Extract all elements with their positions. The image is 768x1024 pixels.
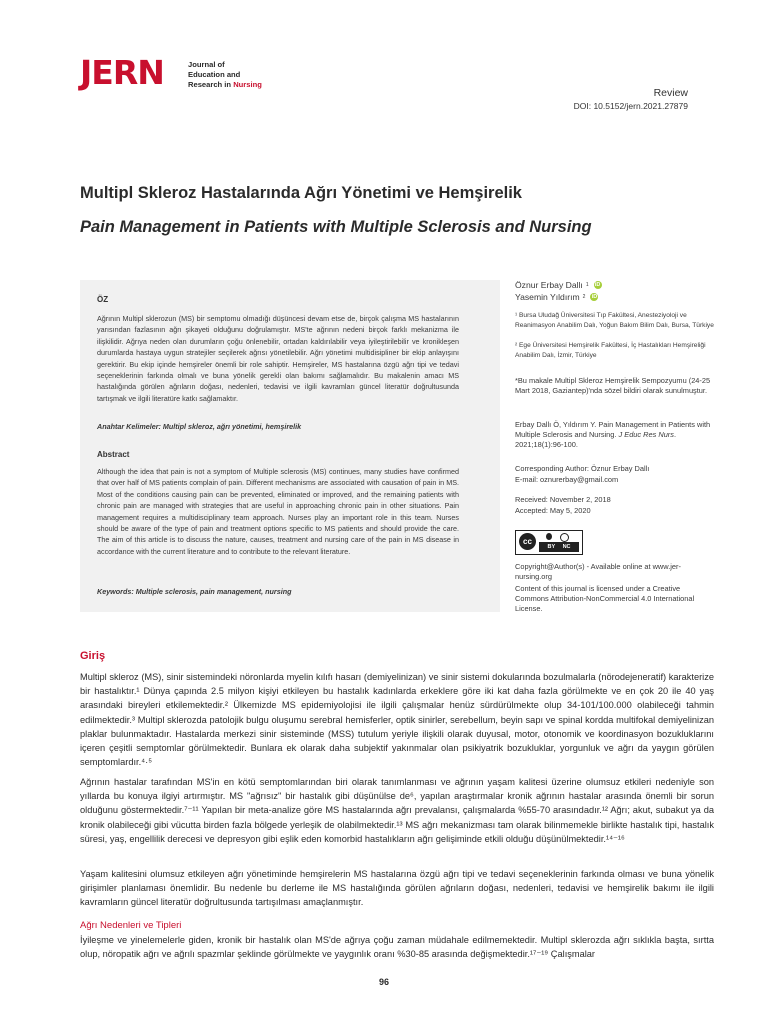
cc-terms	[539, 543, 579, 552]
body-paragraph-4: İyileşme ve yinelemelerle giden, kronik bir hastalık olan MS'de ağrıya çoğu zaman müdahale edilmemektedir. Multipl sklerozda ağrı sıklıkla başta, sırtta olup, nöropatik ağrı ve ağrılı spazmlar şeklinde görülmekte ve yaygınlık oranı %30-85 arasında değişmektedir.¹⁷⁻¹⁹ Çalışmalar	[80, 935, 714, 960]
cc-by-label: BY	[547, 544, 556, 550]
orcid-icon[interactable]: iD	[594, 282, 601, 288]
subsection-heading: Ağrı Nedenleri ve Tipleri	[80, 920, 182, 931]
abstract-text: Although the idea that pain is not a symptom of Multiple sclerosis (MS) continues, many studies have confirmed that over half of MS patients complain of pain. Different mechanisms are associated with causation of pain in MS. Most of the conditions causing pain can be prevented, eliminated or improved, and the remaining patients with chronic pain are managed with strategies that are useful in approaching chronic pain in other situations. Pain management requires a multidisciplinary team approach. Nurses play an important role in this team. Nurses should be aware of the type of pain and treatment options specific to MS patients and should provide the care. The aim of this article is to discuss the nature, causes, treatment and nursing care of the pain in MS disease in accordance with the current literature and to contribute to the relevant literature.	[97, 467, 459, 556]
journal-name-line1: Journal of	[188, 60, 225, 69]
body-paragraph-3: Yaşam kalitesini olumsuz etkileyen ağrı yönetiminde hemşirelerin MS hastalarına özgü ağrı tipi ve tedavi seçeneklerinin farkında olması ve buna yönelik girişimler planlaması önemlidir. Bu nedenle bu derleme ile MS hastalığında görülen ağrıların doğası, nedenleri, tedavisi ve hemşirelik bakımı ile ilgili kavramların güncel literatür doğrultusunda tartışılması amaçlanmıştır.	[80, 869, 714, 908]
abstract-box	[80, 280, 500, 612]
cc-icons-row	[539, 533, 579, 543]
journal-name	[188, 60, 262, 90]
author-2	[515, 291, 715, 303]
noncommercial-icon	[560, 533, 569, 542]
section-heading-intro: Giriş	[80, 650, 106, 662]
author-1-sup: 1	[585, 282, 589, 288]
orcid-icon[interactable]: iD	[591, 294, 598, 300]
affiliation-1: ¹ Bursa Uludağ Üniversitesi Tıp Fakültesi, Anesteziyoloji ve Reanimasyon Anabilim Dalı, Yoğun Bakım Bilim Dalı, Bursa, Türkiye	[515, 312, 714, 329]
received-date: Received: November 2, 2018	[515, 495, 611, 504]
attribution-person-icon	[546, 533, 552, 540]
author-1-name: Öznur Erbay Dallı	[515, 280, 583, 290]
journal-name-line3	[188, 80, 262, 90]
email[interactable]: E-mail: oznurerbay@gmail.com	[515, 475, 619, 484]
journal-name-line2: Education and	[188, 70, 241, 79]
oz-heading: ÖZ	[97, 295, 109, 304]
author-1	[515, 279, 715, 291]
body-paragraph-1: Multipl skleroz (MS), sinir sistemindeki nöronlarda myelin kılıfı hasarı (demiyelinizan) ve sinir sistemi dokularında bozulmalarla (nörodejeneratif) karakterize bir hastalıktır.¹ Dünya çapında 2.5 milyon kişiyi etkileyen bu hastalık kadınlarda erkeklere göre iki kat daha fazla görülmekte ve en çok 20 ile 40 yaş arasındaki bireyleri etkilemektedir.² Ülkemizde MS epidemiyolojisi ile ilgili çalışmalar henüz sürdürülmekte olup 34-101/100.000 olabileceği tahmin edilmektedir.³ Multipl sklerozda patolojik bulgu oluşumu serebral hemisferler, optik sinirler, serebellum, beyin sapı ve spinal kordda multifokal demiyelinizan plaklar bulunmaktadır. Hastalarda merkezi sinir sisteminde (MSS) tutulum yeriyle ilişkili olarak duyusal, motor, otonomik ve koordinasyon bozukluklarını içeren çeşitli semptomlar görülmektedir. Bunlara ek olarak daha subjektif yakınmalar olan psikiyatrik bozukluklar, yorgunluk ve ağrı da yaygın görülen semptomlardır.⁴·⁵	[80, 672, 714, 768]
cc-nc-label: NC	[562, 544, 571, 550]
copyright-note: Copyright@Author(s) - Available online at www.jer-nursing.org	[515, 562, 681, 581]
citation-text: Erbay Dallı Ö, Yıldırım Y. Pain Management in Patients with Multiple Sclerosis and Nursing.	[515, 420, 711, 439]
cc-logo-icon: cc	[519, 533, 536, 550]
citation-journal: J Educ Res Nurs	[618, 430, 674, 439]
oz-keywords: Anahtar Kelimeler: Multipl skleroz, ağrı yönetimi, hemşirelik	[97, 422, 302, 431]
journal-logo: JERN	[80, 53, 164, 92]
citation	[515, 420, 715, 450]
citation-tail: . 2021;18(1):96-100.	[515, 430, 677, 449]
author-2-sup: 2	[582, 294, 586, 300]
journal-name-nursing: Nursing	[233, 80, 262, 89]
abstract-keywords: Keywords: Multiple sclerosis, pain management, nursing	[97, 587, 292, 596]
author-2-name: Yasemin Yıldırım	[515, 292, 580, 302]
license-note: Content of this journal is licensed under a Creative Commons Attribution-NonCommercial 4.0 International License.	[515, 584, 695, 613]
accepted-date: Accepted: May 5, 2020	[515, 506, 591, 515]
affiliation-2: ² Ege Üniversitesi Hemşirelik Fakültesi, İç Hastalıkları Hemşireliği Anabilim Dalı, İzmir, Türkiye	[515, 342, 706, 359]
doi-label: DOI: 10.5152/jern.2021.27879	[573, 101, 688, 111]
presentation-note: *Bu makale Multipl Skleroz Hemşirelik Sempozyumu (24-25 Mart 2018, Gaziantep)'nda sözel bildiri olarak sunulmuştur.	[515, 376, 711, 395]
author-list	[515, 279, 715, 303]
oz-text: Ağrının Multipl sklerozun (MS) bir semptomu olmadığı düşüncesi devam etse de, birçok çalışma MS hastalarının yarısından fazlasının ağrı şikayeti olduğunu doğrulamıştır. MS'te ağrının nedeni birçok farklı mekanizma ile ilişkilidir. Ağrıya neden olan durumların çoğu önlenebilir, ortadan kaldırılabilir veya iyileştirilebilir ve kronikleşen durumlarda hastaya uygun stratejiler seçilerek ağrısı yönetilebilir. Ağrı yönetimi multidisipliner bir ekip anlayışını gerektirir. Bu ekip içinde hemşireler önemli bir role sahiptir. Hemşireler, MS hastalarına özgü ağrı tipi ve tedavi seçeneklerinin farkında olmalı ve buna yönelik gerekli olan bakımı sağlamalıdır. Bu makalenin amacı MS hastalığında görülen ağrıların doğası, nedenleri, tedavisi ve ilgili kavramları güncel literatür doğrultusunda tartışmak ve ilgili literatüre katkı sağlamaktır.	[97, 314, 459, 403]
title-turkish: Multipl Skleroz Hastalarında Ağrı Yönetimi ve Hemşirelik	[80, 184, 522, 202]
body-paragraph-2: Ağrının hastalar tarafından MS'in en kötü semptomlarından biri olarak tanımlanması ve ağrının yaşam kalitesi üzerine olumsuz etkileri nedeniyle son yıllarda bu konuya ilgiyi artırmıştır. MS "ağrısız" bir hastalık gibi düşünülse de⁶, yapılan araştırmalar kronik ağrının hastalar arasında önemli bir sorun olduğunu göstermektedir.⁷⁻¹¹ Yapılan bir meta-analize göre MS hastalarında ağrı prevalansı, çalışmalarda %55-70 arasındadır.¹² Ağrı; akut, subakut ya da kronik olabileceği gibi vücutta birden fazla bölgede yerleşik de olabilmektedir.¹³ MS ağrı mekanizması tam olarak bilinmemekle birlikte hastalık tipi, hastalık süresi, yaş, engellilik derecesi ve depresyon gibi eşlik eden komorbid hastalıkların ağrı gelişiminde etkili olduğu düşünülmektedir.¹⁴⁻¹⁶	[80, 777, 714, 844]
title-english: Pain Management in Patients with Multiple Sclerosis and Nursing	[80, 218, 592, 236]
journal-name-line3a: Research in	[188, 80, 232, 89]
article-type-label: Review	[653, 87, 688, 99]
page-number: 96	[378, 977, 389, 987]
cc-license-badge[interactable]	[515, 530, 583, 555]
corresponding-author: Corresponding Author: Öznur Erbay Dallı	[515, 464, 650, 473]
abstract-heading: Abstract	[97, 450, 130, 459]
